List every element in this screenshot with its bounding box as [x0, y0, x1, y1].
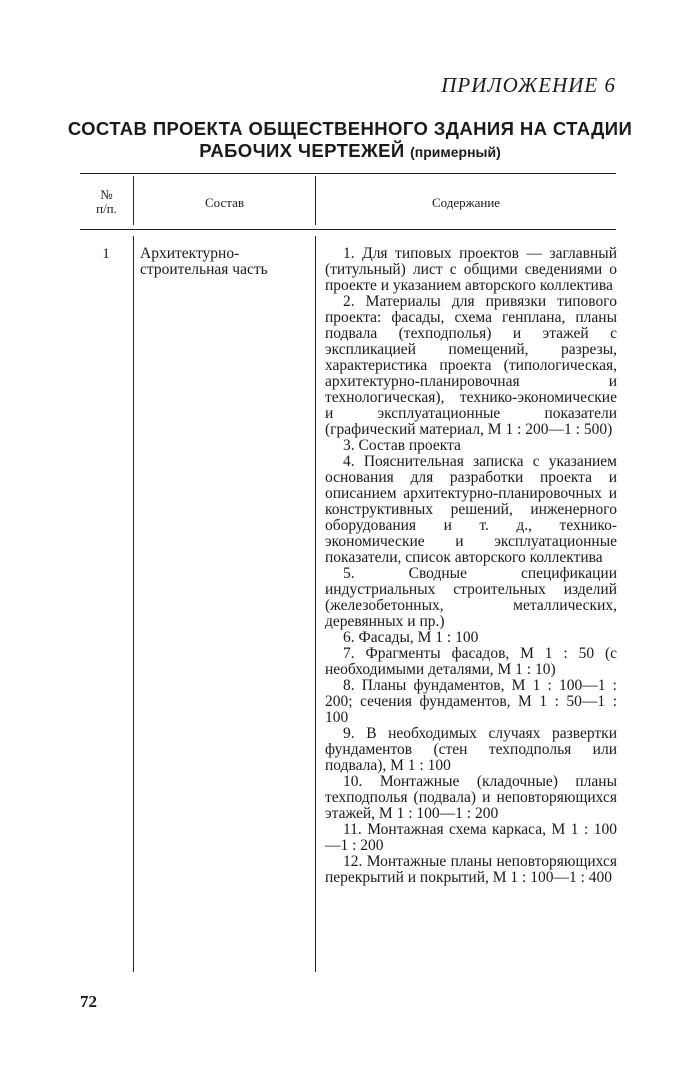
- title-line-1: СОСТАВ ПРОЕКТА ОБЩЕСТВЕННОГО ЗДАНИЯ НА СТАДИИ: [67, 118, 633, 139]
- content-item: 7. Фрагменты фасадов, М 1 : 50 (с необходимыми деталями, М 1 : 10): [325, 645, 617, 678]
- content-item: 6. Фасады, М 1 : 100: [343, 629, 479, 646]
- title-line-2-main: РАБОЧИХ ЧЕРТЕЖЕЙ: [199, 140, 405, 161]
- content-item: 11. Монтажная схема каркаса, М 1 : 100—1 : 200: [325, 821, 617, 854]
- content-item: 4. Пояснительная записка с указанием основания для разработки проекта и описанием архитектурно-планировочных и конструктивных решений, инженерного оборудования и т. д., технико-экономические и эксплуатационные показатели, список авторского коллектива: [325, 453, 617, 566]
- appendix-label: ПРИЛОЖЕНИЕ 6: [441, 73, 616, 97]
- row-number: 1: [102, 246, 110, 262]
- table-top-rule: [80, 173, 616, 174]
- title-subtitle: (примерный): [410, 144, 501, 160]
- header-number: [80, 188, 133, 216]
- page-number: 72: [80, 992, 97, 1011]
- content-item: 9. В необходимых случаях развертки фундаментов (стен техподполья или подвала), М 1 : 100: [325, 725, 617, 774]
- title-line-2: [60, 140, 640, 163]
- content-item: 12. Монтажные планы неповторяющихся перекрытий и покрытий, М 1 : 100—1 : 400: [325, 853, 617, 886]
- row-content: [325, 246, 617, 886]
- table-header-rule: [80, 229, 616, 230]
- content-item: 8. Планы фундаментов, М 1 : 100—1 : 200; сечения фундаментов, М 1 : 50—1 : 100: [325, 677, 617, 726]
- page-title: [60, 118, 640, 163]
- content-item: 3. Состав проекта: [343, 437, 461, 454]
- column-divider-1: [133, 236, 134, 972]
- header-number-line1: №: [100, 187, 113, 202]
- content-item: 2. Материалы для привязки типового проекта: фасады, схема генплана, планы подвала (техподполья) и этажей с экспликацией помещений, разрезы, характеристика проекта (типологическая, архитектурно-планировочная и технологическая), технико-экономические и эксплуатационные показатели (графический материал, М 1 : 200—1 : 500): [325, 293, 617, 438]
- content-item: 1. Для типовых проектов — заглавный (титульный) лист с общими сведениями о проекте и указанием авторского коллектива: [325, 245, 617, 294]
- content-item: 5. Сводные спецификации индустриальных строительных изделий (железобетонных, металлических, деревянных и пр.): [325, 565, 617, 630]
- content-item: 10. Монтажные (кладочные) планы техподполья (подвала) и неповторяющихся этажей, М 1 : 100—1 : 200: [325, 773, 617, 822]
- row-composition: Архитектурно-строительная часть: [140, 245, 268, 278]
- header-content: Содержание: [431, 195, 501, 210]
- header-composition: Состав: [204, 195, 244, 210]
- header-number-line2: п/п.: [96, 201, 117, 216]
- column-divider-2: [315, 236, 316, 972]
